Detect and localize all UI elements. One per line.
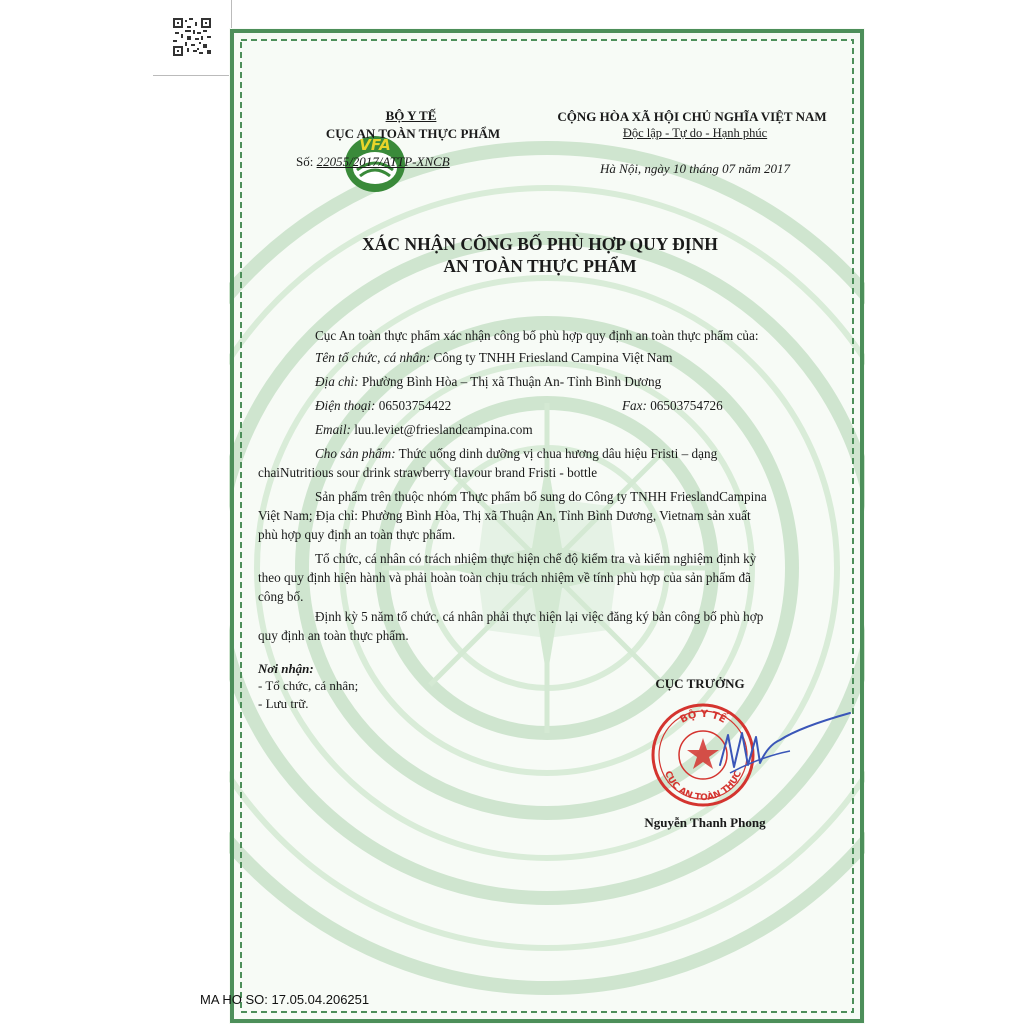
agency-name: CỤC AN TOÀN THỰC PHẨM: [325, 126, 501, 141]
address-label: Địa chỉ:: [315, 374, 359, 389]
document-title-line-2: AN TOÀN THỰC PHẨM: [443, 256, 637, 276]
paragraph-3-line-1: Định kỳ 5 năm tổ chức, cá nhân phải thực hiện lại việc đăng ký bản công bố phù hợp: [315, 609, 764, 624]
recipients-title: Nơi nhận:: [258, 661, 314, 676]
address-value: Phường Bình Hòa – Thị xã Thuận An- Tỉnh Bình Dương: [358, 374, 662, 389]
place-and-date: Hà Nội, ngày 10 tháng 07 năm 2017: [600, 161, 790, 176]
product-line-2: chaiNutritious sour drink strawberry flavour brand Fristi - bottle: [258, 465, 598, 480]
email-value: luu.leviet@frieslandcampina.com: [350, 422, 533, 437]
recipient-item: - Tổ chức, cá nhân;: [258, 678, 359, 693]
organization-label: Tên tổ chức, cá nhân:: [315, 350, 431, 365]
document-number-value: 22055/2017/ATTP-XNCB: [316, 154, 450, 169]
paragraph-3-line-2: quy định an toàn thực phẩm.: [258, 628, 409, 643]
logo-text: VFA: [359, 136, 391, 154]
document-title-line-1: XÁC NHẬN CÔNG BỐ PHÙ HỢP QUY ĐỊNH: [362, 234, 718, 254]
product-value-1: Thức uống dinh dưỡng vị chua hương dâu hiệu Fristi – dạng: [395, 446, 718, 461]
paragraph-2-line-2: theo quy định hiện hành và phải hoàn toàn chịu trách nhiệm về tính phù hợp của sản phẩm đã: [258, 570, 751, 585]
qr-code-icon: [173, 18, 211, 56]
intro-paragraph: Cục An toàn thực phẩm xác nhận công bố phù hợp quy định an toàn thực phẩm của:: [315, 328, 759, 343]
email-label: Email:: [315, 422, 351, 437]
email-line: [315, 420, 533, 439]
qr-code-box: [153, 0, 232, 76]
product-line-1: [315, 444, 717, 463]
organization-line: [315, 348, 673, 367]
document-number-label: Số:: [296, 154, 314, 169]
stamp-bottom-text: CỤC AN TOÀN THỰC: [662, 769, 744, 804]
address-line: [315, 372, 661, 391]
organization-value: Công ty TNHH Friesland Campina Việt Nam: [430, 350, 673, 365]
paragraph-1-line-1: Sản phẩm trên thuộc nhóm Thực phẩm bổ sung do Công ty TNHH FrieslandCampina: [315, 489, 767, 504]
national-motto: Độc lập - Tự do - Hạnh phúc: [622, 126, 768, 140]
fax-label: Fax:: [622, 398, 647, 413]
phone-value: 06503754422: [375, 398, 452, 413]
ministry-name: BỘ Y TẾ: [385, 108, 437, 123]
paragraph-1-line-2: Việt Nam; Địa chỉ: Phường Bình Hòa, Thị xã Thuận An, Tỉnh Bình Dương, Vietnam sản xuất: [258, 508, 751, 523]
handwritten-signature: [690, 705, 860, 795]
paragraph-2-line-3: công bố.: [258, 589, 304, 604]
phone-label: Điện thoại:: [315, 398, 376, 413]
signer-name: Nguyễn Thanh Phong: [644, 815, 766, 830]
fax-value: 06503754726: [646, 398, 723, 413]
republic-name: CỘNG HÒA XÃ HỘI CHỦ NGHĨA VIỆT NAM: [557, 109, 827, 124]
fax-line: [622, 396, 723, 415]
paragraph-2-line-1: Tổ chức, cá nhân có trách nhiệm thực hiện chế độ kiểm tra và kiểm nghiệm định kỳ: [315, 551, 757, 566]
signer-position: CỤC TRƯỞNG: [655, 676, 745, 691]
stamp-top-text: BỘ Y TẾ: [678, 708, 728, 726]
paragraph-1-line-3: phù hợp quy định an toàn thực phẩm.: [258, 527, 456, 542]
phone-line: [315, 396, 451, 415]
recipient-item: - Lưu trữ.: [258, 696, 309, 711]
product-label: Cho sản phẩm:: [315, 446, 396, 461]
document-number: [296, 154, 450, 170]
file-code: MA HO SO: 17.05.04.206251: [200, 992, 370, 1007]
